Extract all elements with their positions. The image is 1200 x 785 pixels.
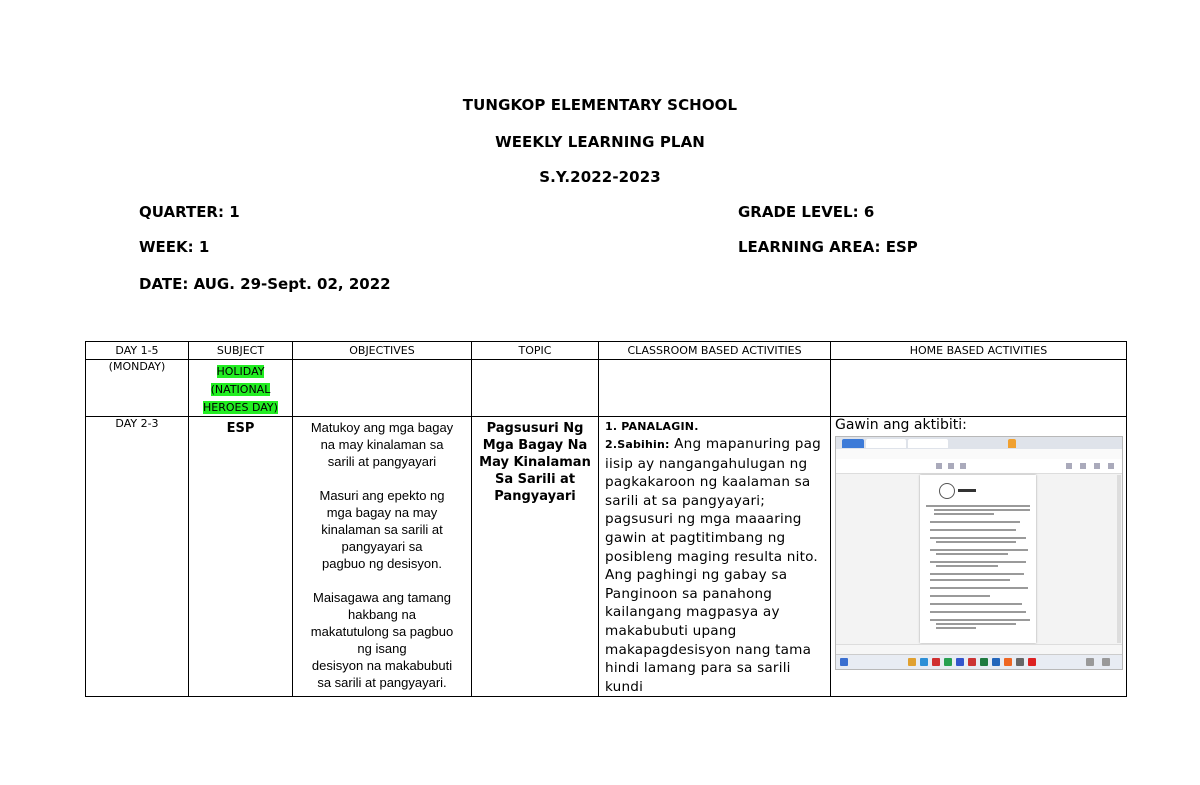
table-row bbox=[86, 417, 1127, 697]
header-home: HOME BASED ACTIVITIES bbox=[831, 342, 1127, 360]
subject-cell bbox=[189, 360, 293, 417]
step-two: 2.Sabihin: Ang mapanuring pag bbox=[605, 436, 821, 452]
objectives-cell bbox=[293, 417, 472, 697]
topic-cell bbox=[472, 417, 599, 697]
day-label: (MONDAY) bbox=[108, 360, 166, 373]
school-name: TUNGKOP ELEMENTARY SCHOOL bbox=[462, 96, 738, 114]
table-row bbox=[86, 360, 1127, 417]
subject-label: ESP bbox=[226, 421, 255, 436]
home-activity-heading: Gawin ang aktibiti: bbox=[835, 417, 967, 433]
home-activities-content bbox=[831, 417, 1126, 670]
day-cell bbox=[86, 417, 189, 697]
week: WEEK: 1 bbox=[139, 238, 210, 256]
header-subject: SUBJECT bbox=[189, 342, 293, 360]
day-label: DAY 2-3 bbox=[115, 417, 159, 430]
weekly-plan-table bbox=[85, 341, 1127, 697]
step-one: 1. PANALAGIN. bbox=[605, 420, 699, 433]
classroom-activities-text: 1. PANALAGIN. 2.Sabihin: Ang mapanuring pag iisip ay nangangahulugan ng pagkakaroon ng kaalaman sa sarili at sa pangyayari; pagsusuri ng mga maaaring gawin at pagtitimbang ng posibleng maging resulta nito. Ang paghingi ng gabay sa Panginoon sa panahong kailangang magpasya ay makabubuti upang makapagdesisyon nang tama hindi lamang para sa sarili kundi bbox=[599, 417, 830, 696]
document-screenshot-icon bbox=[835, 436, 1123, 670]
topic-text: Pagsusuri Ng Mga Bagay Na May Kinalaman Sa Sarili at Pangyayari bbox=[479, 421, 591, 504]
header-objectives: OBJECTIVES bbox=[293, 342, 472, 360]
quarter: QUARTER: 1 bbox=[139, 203, 240, 221]
learning-area: LEARNING AREA: ESP bbox=[738, 238, 918, 256]
header-classroom: CLASSROOM BASED ACTIVITIES bbox=[599, 342, 831, 360]
grade-level: GRADE LEVEL: 6 bbox=[738, 203, 875, 221]
date: DATE: AUG. 29-Sept. 02, 2022 bbox=[139, 275, 391, 293]
day-cell bbox=[86, 360, 189, 417]
home-activities-cell bbox=[831, 417, 1127, 697]
plan-title: WEEKLY LEARNING PLAN bbox=[495, 133, 705, 151]
table-header-row bbox=[86, 342, 1127, 360]
holiday-highlight: HOLIDAY (NATIONAL HEROES DAY) bbox=[203, 365, 278, 414]
classroom-activities-cell bbox=[599, 417, 831, 697]
header-day: DAY 1-5 bbox=[86, 342, 189, 360]
subject-cell bbox=[189, 417, 293, 697]
header-topic: TOPIC bbox=[472, 342, 599, 360]
objectives-text: Matukoy ang mga bagay na may kinalaman sa sarili at pangyayari Masuri ang epekto ng mga bagay na may kinalaman sa sarili at pangyayari sa pagbuo ng desisyon. Maisagawa ang tamang hakbang na makatutulong sa pagbuo ng isang desisyon na makabubuti sa sarili at pangyayari. bbox=[310, 420, 454, 690]
school-year: S.Y.2022-2023 bbox=[539, 168, 661, 186]
